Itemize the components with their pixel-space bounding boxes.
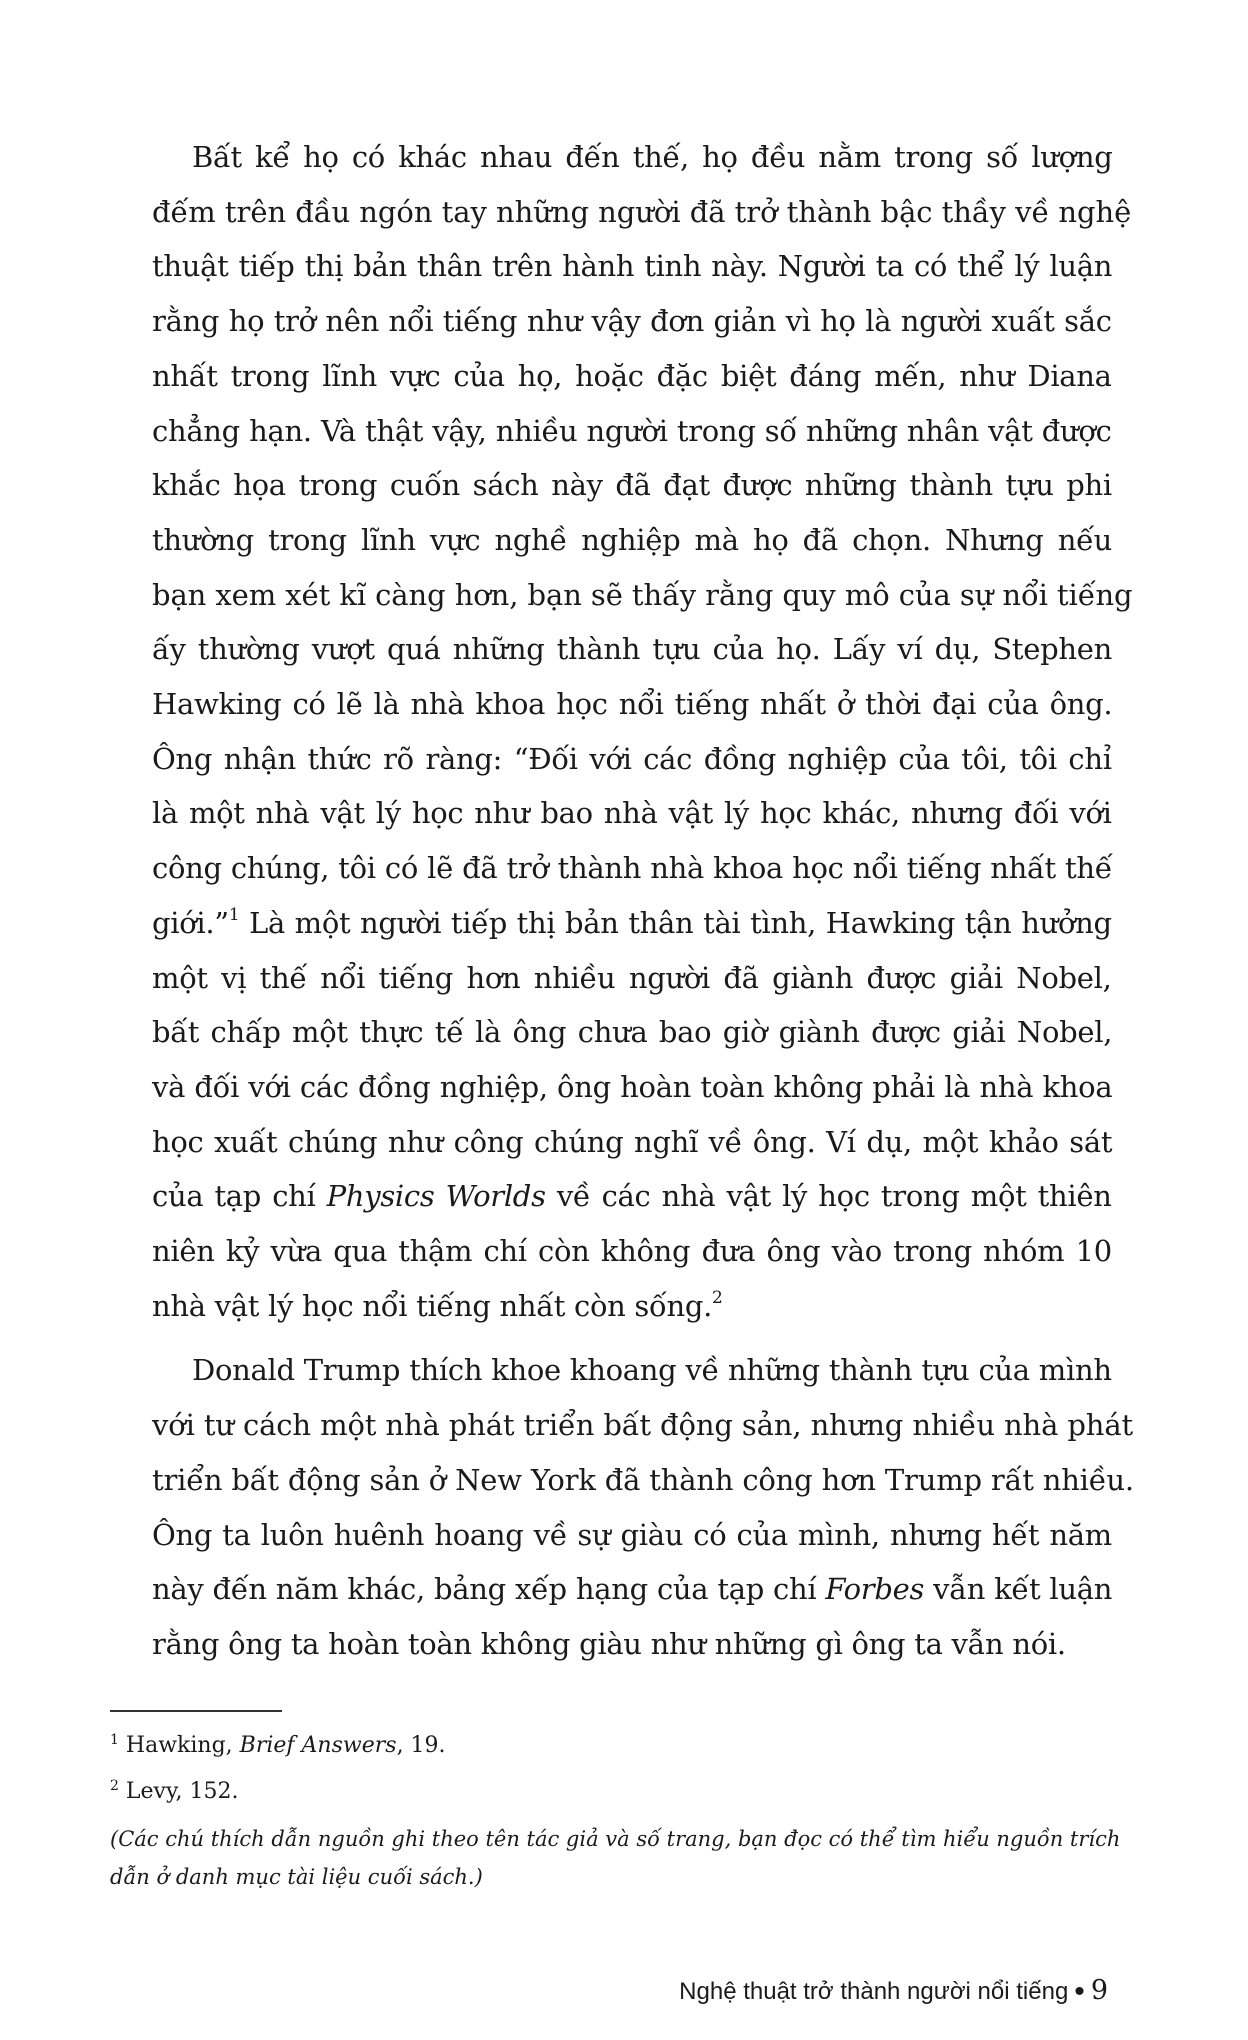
main-text [152,130,1134,1672]
page-footer [679,1975,1108,2009]
text-line [152,896,1112,951]
text-line: với tư cách một nhà phát triển bất động sản, nhưng nhiều nhà phát [152,1408,1134,1443]
paragraph-2 [152,1343,1134,1671]
footnote-2 [110,1774,1120,1810]
footnote-mark: 1 [110,1732,119,1748]
text-fragment: về các nhà vật lý học trong một thiên [545,1179,1112,1214]
footnote-remark [110,1820,1120,1896]
text-line: và đối với các đồng nghiệp, ông hoàn toàn không phải là nhà khoa [152,1069,1113,1104]
footnote-ref-2: 2 [712,1287,723,1308]
text-line: Hawking có lẽ là nhà khoa học nổi tiếng nhất ở thời đại của ông. [152,687,1113,722]
text-line: thường trong lĩnh vực nghề nghiệp mà họ đã chọn. Nhưng nếu [152,522,1113,557]
footnote-text: Levy, 152. [125,1779,239,1804]
text-fragment: nhà vật lý học nổi tiếng nhất còn sống. [152,1288,713,1323]
text-fragment: giới.” [152,905,229,940]
text-line [152,1279,1112,1334]
text-line: rằng họ trở nên nổi tiếng như vậy đơn giản vì họ là người xuất sắc [152,304,1112,339]
text-fragment: Là một người tiếp thị bản thân tài tình, Hawking tận hưởng [239,905,1112,940]
book-title: Nghệ thuật trở thành người nổi tiếng [679,1978,1069,2005]
text-line [152,1169,1112,1224]
text-fragment: của tạp chí [152,1179,327,1214]
text-line: niên kỷ vừa qua thậm chí còn không đưa ông vào trong nhóm 10 [152,1234,1112,1269]
footnote-divider [110,1710,282,1712]
text-line: rằng ông ta hoàn toàn không giàu như những gì ông ta vẫn nói. [152,1626,1066,1661]
text-line: đếm trên đầu ngón tay những người đã trở thành bậc thầy về nghệ [152,194,1132,229]
footnote-mark: 2 [110,1778,119,1794]
page-number: 9 [1090,1975,1108,2006]
text-line: một vị thế nổi tiếng hơn nhiều người đã giành được giải Nobel, [152,960,1112,995]
magazine-title: Forbes [825,1572,925,1607]
paragraph-1 [152,130,1133,1333]
text-line: là một nhà vật lý học như bao nhà vật lý học khác, nhưng đối với [152,796,1112,831]
magazine-title: Physics Worlds [326,1179,546,1214]
footer-separator: • [1074,1975,1085,2008]
footnote-book-title: Brief Answers [239,1733,397,1758]
text-line [152,1562,1112,1617]
text-line: nhất trong lĩnh vực của họ, hoặc đặc biệt đáng mến, như Diana [152,358,1112,393]
text-line: công chúng, tôi có lẽ đã trở thành nhà khoa học nổi tiếng nhất thế [152,851,1113,886]
remark-line: (Các chú thích dẫn nguồn ghi theo tên tác giả và số trang, bạn đọc có thể tìm hiểu nguồn trích [110,1827,1121,1851]
text-line: Ông ta luôn huênh hoang về sự giàu có của mình, nhưng hết năm [152,1517,1112,1552]
remark-line: dẫn ở danh mục tài liệu cuối sách.) [110,1865,483,1889]
footnote-text: , 19. [396,1733,446,1758]
text-line: chẳng hạn. Và thật vậy, nhiều người trong số những nhân vật được [152,413,1112,448]
text-line: học xuất chúng như công chúng nghĩ về ông. Ví dụ, một khảo sát [152,1124,1113,1159]
footnote-1 [110,1728,1120,1764]
text-line: ấy thường vượt quá những thành tựu của họ. Lấy ví dụ, Stephen [152,632,1113,667]
text-line: bạn xem xét kĩ càng hơn, bạn sẽ thấy rằng quy mô của sự nổi tiếng [152,577,1133,612]
text-fragment: vẫn kết luận [924,1572,1113,1607]
footnote-ref-1: 1 [228,904,240,925]
text-line: Ông nhận thức rõ ràng: “Đối với các đồng nghiệp của tôi, tôi chỉ [152,741,1112,776]
text-line: thuật tiếp thị bản thân trên hành tinh này. Người ta có thể lý luận [152,249,1113,284]
text-line: bất chấp một thực tế là ông chưa bao giờ giành được giải Nobel, [152,1015,1113,1050]
text-line: Donald Trump thích khoe khoang về những thành tựu của mình [192,1353,1112,1388]
footnotes [110,1728,1120,1896]
text-line: khắc họa trong cuốn sách này đã đạt được những thành tựu phi [152,468,1112,503]
text-line: triển bất động sản ở New York đã thành công hơn Trump rất nhiều. [152,1462,1134,1497]
text-fragment: này đến năm khác, bảng xếp hạng của tạp chí [152,1572,826,1607]
text-line: Bất kể họ có khác nhau đến thế, họ đều nằm trong số lượng [192,140,1113,174]
footnote-text: Hawking, [125,1733,240,1758]
